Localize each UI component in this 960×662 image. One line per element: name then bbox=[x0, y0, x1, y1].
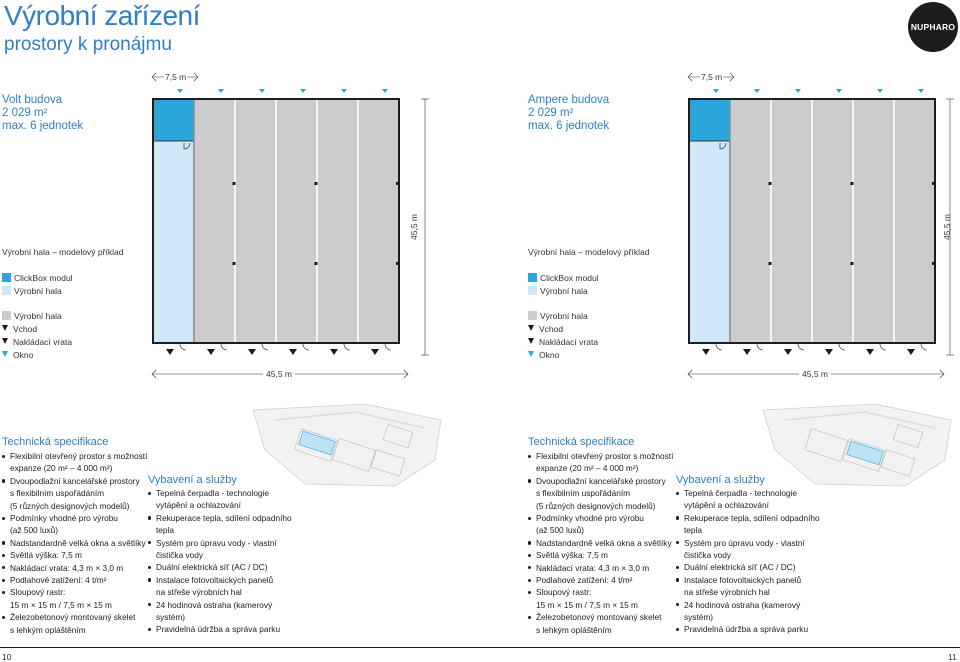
model-example-label: Výrobní hala – modelový příklad bbox=[528, 247, 650, 257]
legend-hall: Výrobní hala bbox=[14, 286, 62, 296]
spec-item: Dvoupodlažní kancelářské prostory s flexibilním uspořádáním bbox=[2, 475, 147, 500]
hall-grey-swatch bbox=[528, 311, 537, 320]
services-title-right: Vybavení a služby bbox=[676, 474, 765, 486]
spec-item: Podlahové zatížení: 4 t/m² bbox=[2, 574, 147, 586]
hall-swatch bbox=[2, 286, 11, 295]
service-item: 24 hodinová ostraha (kamerový systém) bbox=[676, 599, 820, 624]
entrance-icon bbox=[528, 325, 534, 331]
legend-loading: Nakládací vrata bbox=[539, 337, 599, 347]
legend-entrance: Vchod bbox=[539, 324, 564, 334]
page-title: Výrobní zařízení bbox=[4, 0, 200, 31]
service-item: Pravidelná údržba a správa parku bbox=[148, 623, 292, 635]
unit-width-label: 7,5 m bbox=[165, 72, 187, 82]
spec-item: Nadstandardně velká okna a světlíky bbox=[528, 537, 673, 549]
service-item: Systém pro úpravu vody - vlastní čistička vody bbox=[148, 537, 292, 562]
page-number-left: 10 bbox=[2, 652, 12, 662]
model-example-label: Výrobní hala – modelový příklad bbox=[2, 247, 124, 257]
spec-list-right bbox=[528, 450, 673, 636]
floor-plan-left bbox=[148, 86, 406, 360]
legend-window: Okno bbox=[13, 350, 34, 360]
service-item: Systém pro úpravu vody - vlastní čistička vody bbox=[676, 537, 820, 562]
legend-right-2 bbox=[528, 310, 598, 362]
spec-item: Flexibilní otevřený prostor s možností expanze (20 m² – 4 000 m²) bbox=[2, 450, 147, 475]
floor-plan-right bbox=[684, 86, 942, 360]
legend-right bbox=[528, 272, 599, 298]
top-windows bbox=[177, 89, 388, 93]
spec-item: Podmínky vhodné pro výrobu (až 500 luxů) bbox=[528, 512, 673, 537]
spec-item: Sloupový rastr: 15 m × 15 m / 7,5 m × 15 m bbox=[2, 586, 147, 611]
building-area: 2 029 m² bbox=[2, 107, 48, 119]
spec-title-right: Technická specifikace bbox=[528, 436, 635, 448]
services-title-left: Vybavení a služby bbox=[148, 474, 237, 486]
footer-rule-right bbox=[480, 647, 960, 648]
window-icon bbox=[2, 351, 8, 357]
spec-item: Nakládací vrata: 4,3 m × 3,0 m bbox=[2, 562, 147, 574]
building-name: Volt budova bbox=[2, 94, 63, 106]
spec-item: Sloupový rastr: 15 m × 15 m / 7,5 m × 15 m bbox=[528, 586, 673, 611]
spec-item: Světlá výška: 7,5 m bbox=[2, 549, 147, 561]
footer-rule-left bbox=[0, 647, 480, 648]
service-item: Pravidelná údržba a správa parku bbox=[676, 623, 820, 635]
building-name: Ampere budova bbox=[528, 94, 610, 106]
spec-item: Podlahové zatížení: 4 t/m² bbox=[528, 574, 673, 586]
building-info-right bbox=[528, 94, 609, 133]
service-item: Rekuperace tepla, sdílení odpadního tepla bbox=[676, 512, 820, 537]
service-item: Rekuperace tepla, sdílení odpadního tepla bbox=[148, 512, 292, 537]
building-info-left bbox=[2, 94, 83, 133]
spec-item: Nadstandardně velká okna a světlíky bbox=[2, 537, 147, 549]
legend-hall-2: Výrobní hala bbox=[540, 311, 588, 321]
service-item: Duální elektrická síť (AC / DC) bbox=[148, 561, 292, 573]
services-list-right bbox=[676, 487, 820, 636]
building-units: max. 6 jednotek bbox=[2, 120, 84, 132]
clickbox-swatch bbox=[2, 273, 11, 282]
services-list-left bbox=[148, 487, 292, 636]
legend-left bbox=[2, 272, 73, 298]
spec-item: Železobetonový montovaný skelet s lehkým opláštěním bbox=[528, 611, 673, 636]
spec-item: Světlá výška: 7,5 m bbox=[528, 549, 673, 561]
page-subtitle: prostory k pronájmu bbox=[4, 34, 172, 55]
height-label: 45,5 m bbox=[942, 214, 952, 240]
spec-list-left bbox=[2, 450, 147, 636]
spec-item: Nakládací vrata: 4,3 m × 3,0 m bbox=[528, 562, 673, 574]
spec-item: Železobetonový montovaný skelet s lehkým opláštěním bbox=[2, 611, 147, 636]
page-number-right: 11 bbox=[948, 652, 957, 662]
legend-entrance: Vchod bbox=[13, 324, 38, 334]
logo-text: NUPHARO bbox=[910, 22, 956, 32]
service-item: Instalace fotovoltaických panelů na střeše výrobních hal bbox=[148, 574, 292, 599]
spec-item: (5 různých designových modelů) bbox=[10, 500, 130, 511]
loading-gate-icon bbox=[2, 338, 8, 344]
site-map-left bbox=[245, 400, 445, 490]
height-label: 45,5 m bbox=[409, 214, 419, 240]
spec-title-left: Technická specifikace bbox=[2, 436, 109, 448]
legend-loading: Nakládací vrata bbox=[13, 337, 73, 347]
height-dimension-left bbox=[420, 98, 430, 356]
building-units: max. 6 jednotek bbox=[528, 120, 610, 132]
legend-left-2 bbox=[2, 310, 72, 362]
entrance-icon bbox=[2, 325, 8, 331]
clickbox-swatch bbox=[528, 273, 537, 282]
service-item: Tepelná čerpadla - technologie vytápění a ochlazování bbox=[676, 487, 820, 512]
loading-gate-icon bbox=[528, 338, 534, 344]
width-label: 45,5 m bbox=[799, 369, 831, 379]
legend-clickbox: ClickBox modul bbox=[14, 273, 73, 283]
spec-item: Dvoupodlažní kancelářské prostory s flexibilním uspořádáním bbox=[528, 475, 673, 500]
site-map-right bbox=[755, 400, 955, 490]
spec-item: Podmínky vhodné pro výrobu (až 500 luxů) bbox=[2, 512, 147, 537]
hall-swatch bbox=[528, 286, 537, 295]
width-label: 45,5 m bbox=[263, 369, 295, 379]
service-item: Instalace fotovoltaických panelů na střeše výrobních hal bbox=[676, 574, 820, 599]
service-item: Duální elektrická síť (AC / DC) bbox=[676, 561, 820, 573]
service-item: Tepelná čerpadla - technologie vytápění a ochlazování bbox=[148, 487, 292, 512]
window-icon bbox=[528, 351, 534, 357]
unit-width-label: 7,5 m bbox=[701, 72, 723, 82]
nupharo-logo bbox=[908, 2, 958, 52]
hall-grey-swatch bbox=[2, 311, 11, 320]
spec-item: Flexibilní otevřený prostor s možností expanze (20 m² – 4 000 m²) bbox=[528, 450, 673, 475]
building-area: 2 029 m² bbox=[528, 107, 574, 119]
legend-clickbox: ClickBox modul bbox=[540, 273, 599, 283]
legend-hall-2: Výrobní hala bbox=[14, 311, 62, 321]
service-item: 24 hodinová ostraha (kamerový systém) bbox=[148, 599, 292, 624]
legend-hall: Výrobní hala bbox=[540, 286, 588, 296]
top-windows bbox=[713, 89, 924, 93]
legend-window: Okno bbox=[539, 350, 560, 360]
spec-item: (5 různých designových modelů) bbox=[536, 500, 656, 511]
